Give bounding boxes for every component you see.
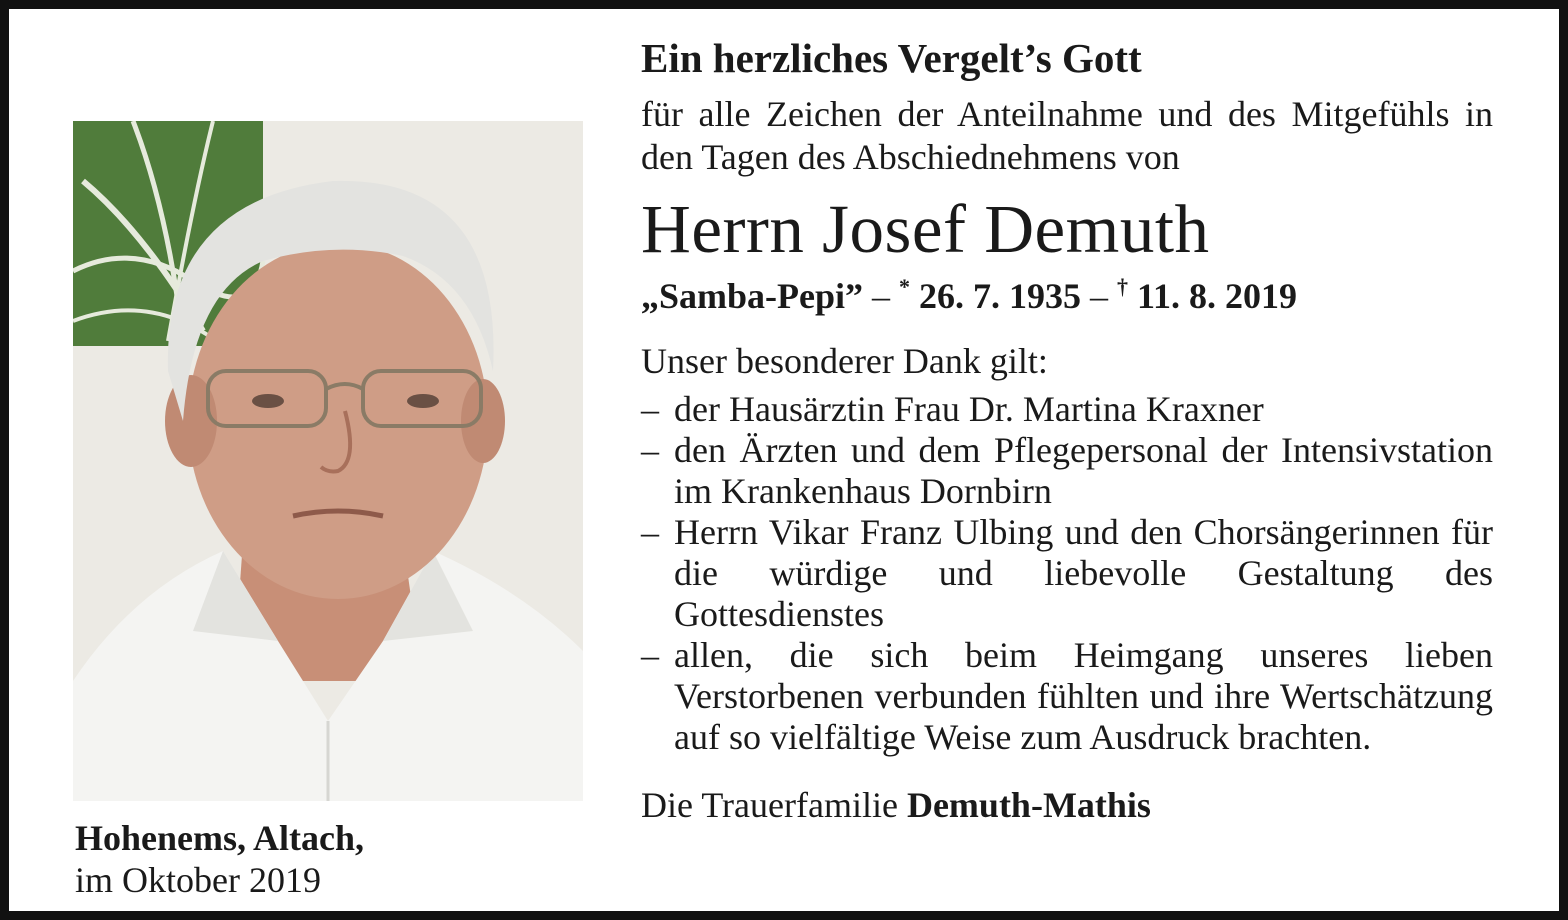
death-symbol: † xyxy=(1117,274,1129,299)
face xyxy=(188,243,488,599)
nickname: „Samba-Pepi” xyxy=(641,276,864,316)
deceased-name: Herrn Josef Demuth xyxy=(641,191,1210,267)
birth-symbol: * xyxy=(899,274,911,299)
list-item: – Herrn Vikar Franz Ulbing und den Chorsängerinnen für die würdige und liebevolle Gestaltung des Gottesdienstes xyxy=(641,512,1493,635)
life-dates xyxy=(641,265,1493,318)
signature xyxy=(641,784,1493,827)
caption-place: Hohenems, Altach, xyxy=(75,818,365,858)
family-name: Demuth-Mathis xyxy=(906,785,1151,825)
portrait-illustration xyxy=(73,121,583,801)
heading: Ein herzliches Vergelt’s Gott xyxy=(641,35,1142,81)
separator: – xyxy=(1090,276,1109,316)
list-item: – den Ärzten und dem Pflegepersonal der Intensivstation im Krankenhaus Dornbirn xyxy=(641,430,1493,512)
caption-date: im Oktober 2019 xyxy=(75,860,321,900)
thanks-list xyxy=(641,389,1493,758)
list-item: – der Hausärztin Frau Dr. Martina Kraxner xyxy=(641,389,1493,430)
signature-prefix: Die Trauerfamilie xyxy=(641,785,898,825)
intro-text: für alle Zeichen der Anteilnahme und des Mitgefühls in den Tagen des Abschiednehmens von xyxy=(641,94,1493,177)
list-item: – allen, die sich beim Heimgang unseres lieben Verstorbenen verbunden fühlten und ihre Wertschätzung auf so vielfältige Weise zum Ausdruck brachten. xyxy=(641,635,1493,758)
portrait-photo xyxy=(73,121,583,801)
death-date: 11. 8. 2019 xyxy=(1137,276,1298,316)
thanks-intro: Unser besonderer Dank gilt: xyxy=(641,341,1048,381)
text-column xyxy=(641,33,1493,827)
birth-date: 26. 7. 1935 xyxy=(919,276,1082,316)
photo-caption xyxy=(75,817,364,901)
separator: – xyxy=(872,276,891,316)
